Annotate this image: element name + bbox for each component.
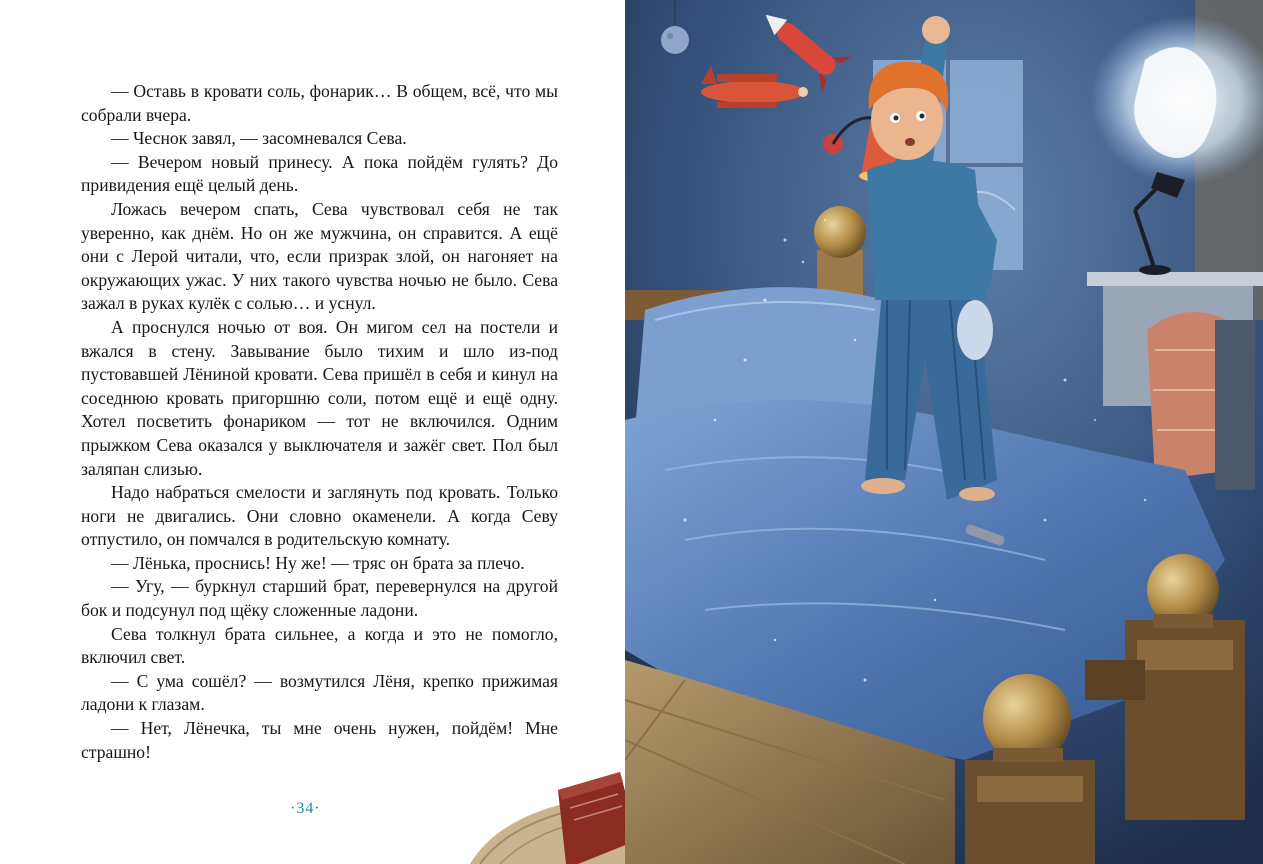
illustration-boy-and-ghost — [625, 0, 1263, 864]
paragraph: — Лёнька, проснись! Ну же! — тряс он брата за плечо. — [111, 552, 525, 573]
paragraph: — Вечером новый принесу. А пока пойдём гулять? До привидения ещё целый день. — [81, 151, 558, 196]
paragraph: — Чеснок завял, — засомневался Сева. — [111, 128, 407, 149]
rug-and-book-art — [470, 760, 640, 864]
paragraph: — С ума сошёл? — возмутился Лёня, крепко прижимая ладони к глазам. — [81, 670, 558, 715]
paragraph: Сева толкнул брата сильнее, а когда и это не помогло, включил свет. — [81, 623, 558, 668]
text-page — [0, 0, 625, 864]
paragraph: — Оставь в кровати соль, фонарик… В общем, всё, что мы собрали вчера. — [81, 81, 558, 125]
paragraph: Надо набраться смелости и заглянуть под кровать. Только ноги не двигались. Они словно окаменели. А когда Севу отпустило, он помчался в родительскую комнату. — [81, 482, 558, 550]
paragraph: — Угу, — буркнул старший брат, перевернулся на другой бок и подсунул под щёку сложенные ладони. — [81, 576, 558, 621]
paragraph: — Нет, Лёнечка, ты мне очень нужен, пойдём! Мне страшно! — [81, 718, 558, 762]
chair — [1147, 312, 1255, 490]
story-text — [81, 80, 558, 764]
paragraph: Ложась вечером спать, Сева чувствовал себя не так уверенно, как днём. Но он же мужчина, он справится. А ещё они с Лерой читали, что, если призрак злой, он нагоняет на окружающих ужас. У них такого чувства ночью не было. Сева зажал в руках кулёк с солью… и уснул. — [81, 198, 558, 314]
page-number: ·34· — [290, 800, 321, 817]
paragraph: А проснулся ночью от воя. Он мигом сел на постели и вжался в стену. Завывание было тихим и шло из-под пустовавшей Лёниной кровати. Сева пришёл в себя и кинул на соседнюю кровать пригоршню соли, потом ещё и ещё одну. Хотел посветить фонариком — тот не включился. Одним прыжком Сева оказался у выключателя и зажёг свет. Пол был заляпан слизью. — [81, 316, 558, 479]
bed-rail — [1085, 660, 1145, 700]
